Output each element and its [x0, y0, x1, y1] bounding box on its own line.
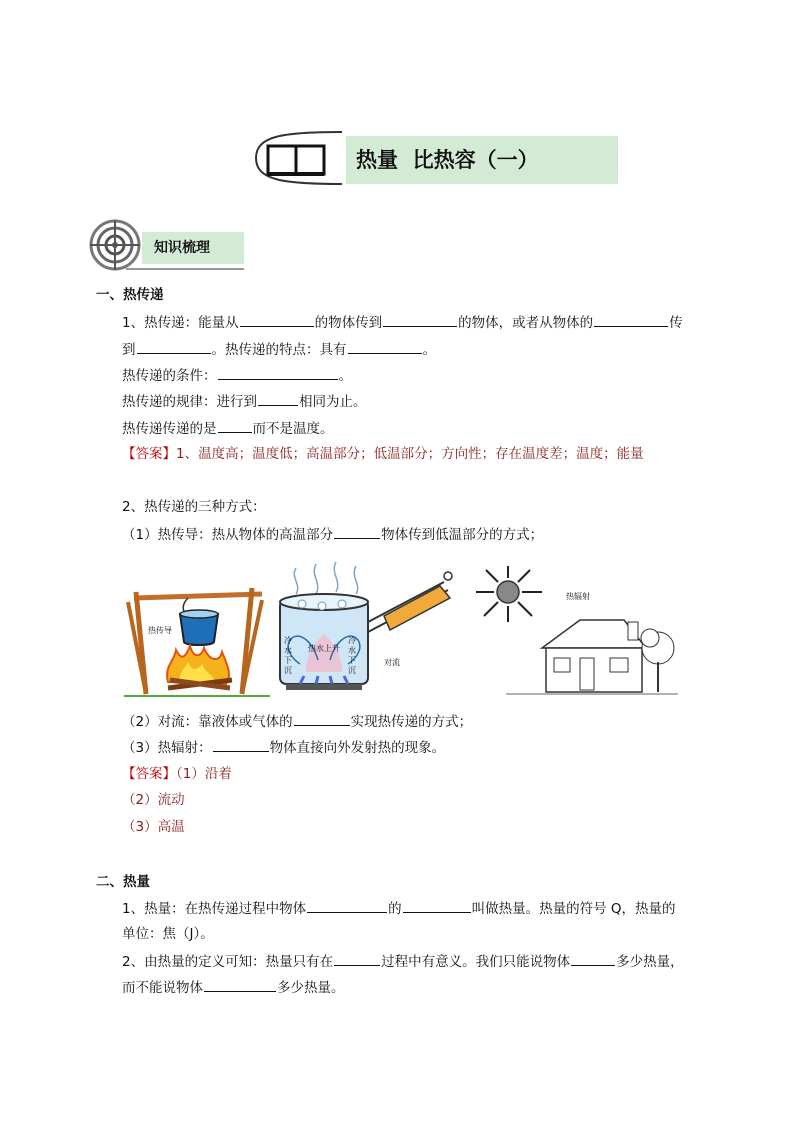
section1-transfer: [122, 418, 334, 439]
section2-heading: 二、热量: [96, 874, 150, 890]
blank: [348, 339, 422, 354]
blank: [240, 312, 314, 327]
text: 物体直接向外发射热的现象。: [269, 740, 446, 756]
text: 的物体，或者从物体的: [458, 315, 594, 331]
answer-tag: 【答案】: [122, 446, 176, 462]
text: 而不能说物体: [122, 980, 203, 996]
blank: [594, 312, 668, 327]
section2-para2-line1: [122, 951, 684, 972]
section1-para1-line1: [122, 312, 683, 333]
text: 热传递的规律：进行到: [122, 394, 257, 410]
blank: [571, 951, 615, 966]
blank: [218, 365, 338, 380]
badge-label: 知识梳理: [154, 240, 210, 256]
text: 物体传到低温部分的方式；: [381, 527, 544, 543]
answer-text: 1、温度高；温度低；高温部分；低温部分；方向性；存在温度差；温度；能量: [176, 446, 644, 462]
text: 实现热传递的方式；: [350, 714, 473, 730]
text: 1、热传递：能量从: [122, 315, 239, 331]
answer2-line3: （3）高温: [122, 819, 185, 835]
conduction-label: 热传导: [148, 626, 172, 635]
text: 到: [122, 342, 136, 358]
campfire-pot-illustration: [124, 586, 270, 698]
text: 而不是温度。: [252, 421, 334, 437]
modes-title: 2、热传递的三种方式：: [122, 499, 266, 515]
answer-tag: 【答案】: [122, 766, 176, 782]
answer2-line1: [122, 764, 232, 784]
text: 。: [422, 342, 436, 358]
text: 。: [338, 368, 352, 384]
blank: [204, 977, 276, 992]
blank: [383, 312, 457, 327]
boiling-pot-illustration: [272, 560, 458, 700]
hot-water-up: 热水上升: [308, 644, 340, 653]
section2-para1-line2: 单位：焦（J）。: [122, 926, 214, 942]
text: 相同为止。: [299, 394, 367, 410]
text: 的物体传到: [314, 315, 383, 331]
text: （2）对流：靠液体或气体的: [122, 714, 293, 730]
answer-text: （1）沿着: [176, 766, 232, 782]
text: （3）热辐射：: [122, 740, 212, 756]
mode1-conduction: [122, 524, 543, 545]
section1-heading: 一、热传递: [96, 287, 164, 303]
cold-water-down-right: 冷水下沉: [348, 636, 356, 675]
text: 传: [669, 315, 683, 331]
mode3-radiation: [122, 737, 445, 758]
section1-condition: [122, 365, 352, 386]
text: 叫做热量。热量的符号 Q，热量的: [471, 901, 676, 917]
radiation-label: 热辐射: [566, 592, 590, 601]
blank: [258, 391, 298, 406]
text: 热传递传递的是: [122, 421, 217, 437]
text: 的: [388, 901, 402, 917]
blank: [334, 524, 380, 539]
section2-para1-line1: [122, 898, 676, 919]
text: 多少热量。: [277, 980, 345, 996]
blank: [307, 898, 387, 913]
blank: [218, 418, 252, 433]
section1-answer: [122, 444, 644, 464]
text: （1）热传导：热从物体的高温部分: [122, 527, 334, 543]
blank: [403, 898, 471, 913]
text: 热传递的条件：: [122, 368, 217, 384]
text: 2、由热量的定义可知：热量只有在: [122, 954, 334, 970]
blank: [294, 711, 350, 726]
text: 过程中有意义。我们只能说物体: [381, 954, 571, 970]
open-book-icon: [252, 128, 352, 188]
section2-para2-line2: [122, 977, 345, 998]
mode2-convection: [122, 711, 472, 732]
page-title: 热量 比热容（一）: [356, 148, 539, 172]
blank: [334, 951, 380, 966]
text: 1、热量：在热传递过程中物体: [122, 901, 307, 917]
convection-label: 对流: [384, 658, 400, 667]
cold-water-down-left: 冷水下沉: [284, 636, 292, 675]
answer2-line2: （2）流动: [122, 792, 185, 808]
blank: [213, 737, 269, 752]
blank: [137, 339, 211, 354]
section1-law: [122, 391, 367, 412]
text: 。热传递的特点：具有: [211, 342, 347, 358]
sun-house-illustration: [462, 566, 680, 700]
section1-para1-line2: [122, 339, 436, 360]
text: 多少热量，: [616, 954, 684, 970]
